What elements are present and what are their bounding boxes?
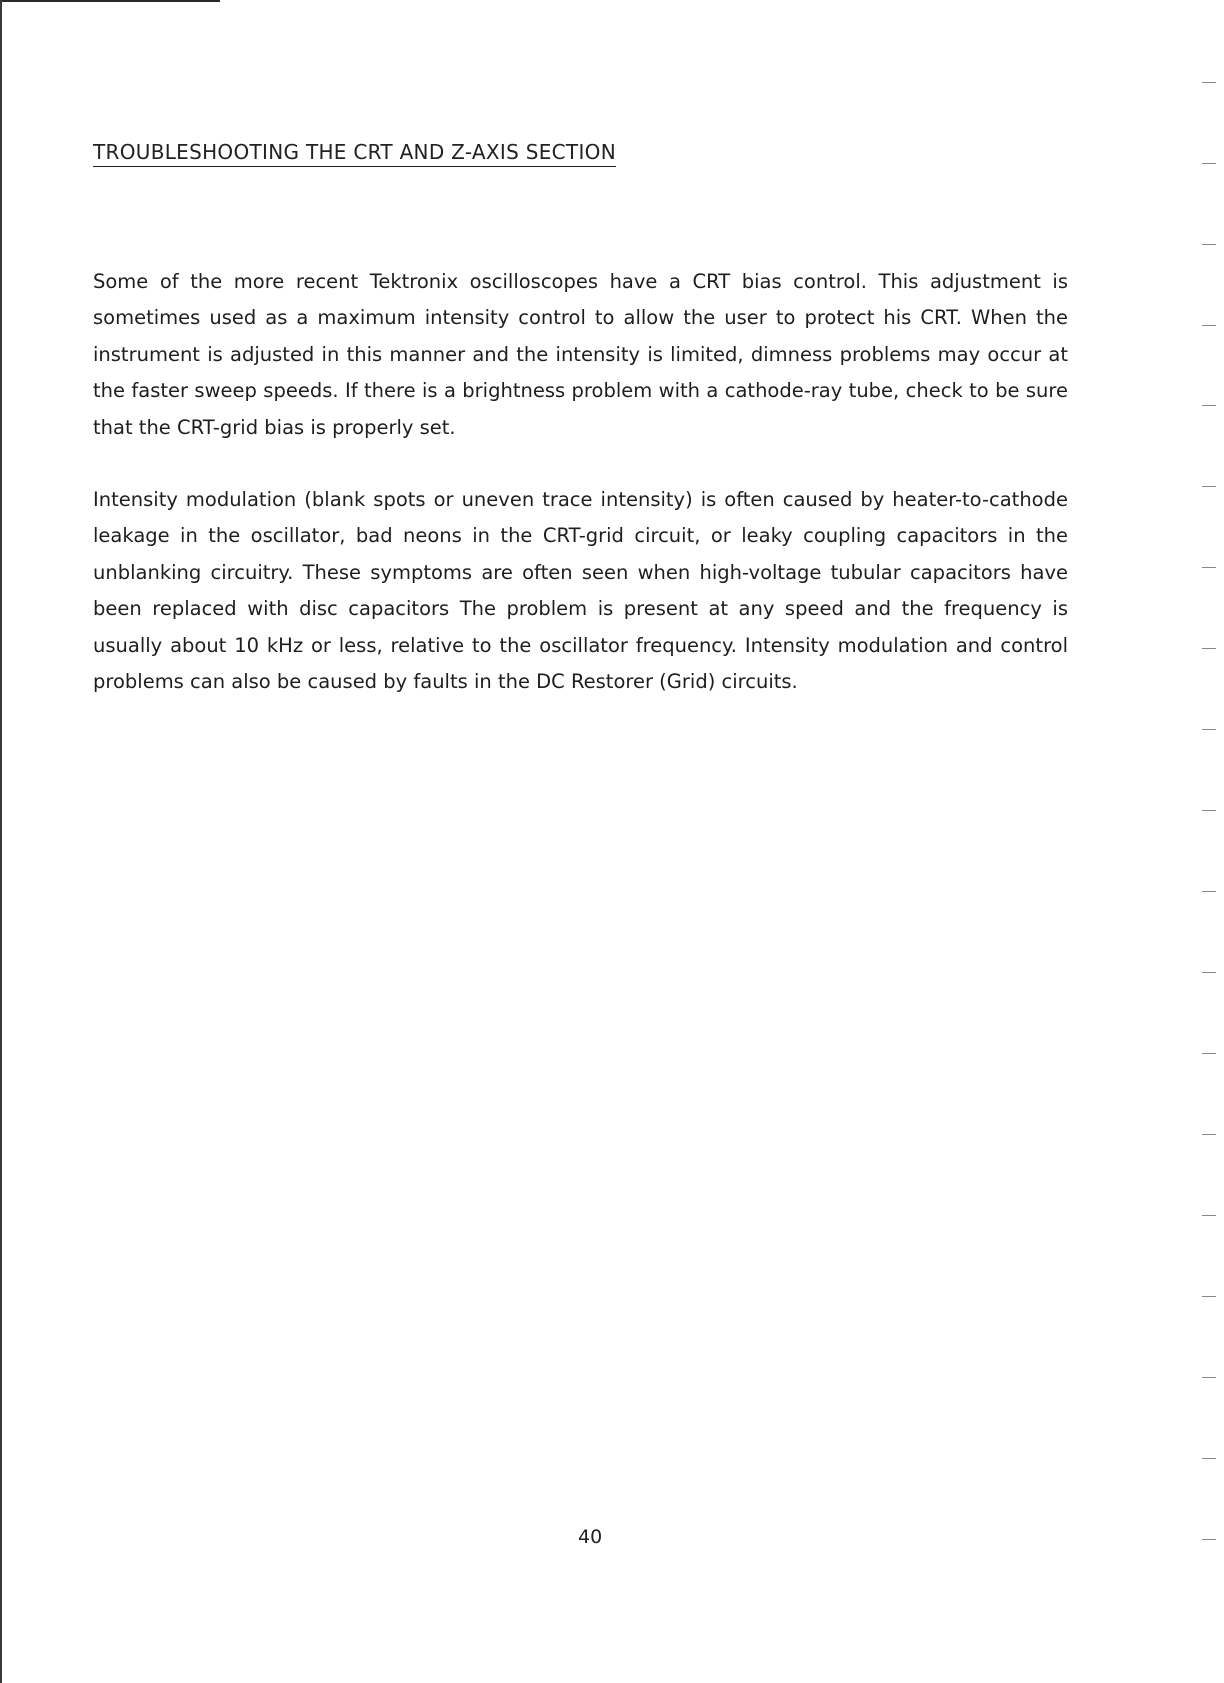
scan-left-edge <box>0 0 2 1683</box>
scan-edge-marks <box>1196 0 1216 1683</box>
scan-top-rule <box>0 0 220 2</box>
page-number: 40 <box>578 1526 603 1548</box>
paragraph-crt-bias: Some of the more recent Tektronix oscilloscopes have a CRT bias control. This adjustment is sometimes used as a maximum intensity control to allow the user to protect his CRT. When the instrument is adjusted in this manner and the intensity is limited, dimness problems may occur at the faster sweep speeds. If there is a brightness problem with a cathode-ray tube, check to be sure that the CRT-grid bias is properly set. <box>93 269 1068 439</box>
paragraph-intensity-modulation: Intensity modulation (blank spots or uneven trace intensity) is often caused by heater-to-cathode leakage in the oscillator, bad neons in the CRT-grid circuit, or leaky coupling capacitors in the unblanking circuitry. These symptoms are often seen when high-voltage tubular capacitors have been replaced with disc capacitors The problem is present at any speed and the frequency is usually about 10 kHz or less, relative to the oscillator frequency. Intensity modulation and control problems can also be caused by faults in the DC Restorer (Grid) circuits. <box>93 487 1068 693</box>
section-title: TROUBLESHOOTING THE CRT AND Z-AXIS SECTION <box>93 140 616 167</box>
